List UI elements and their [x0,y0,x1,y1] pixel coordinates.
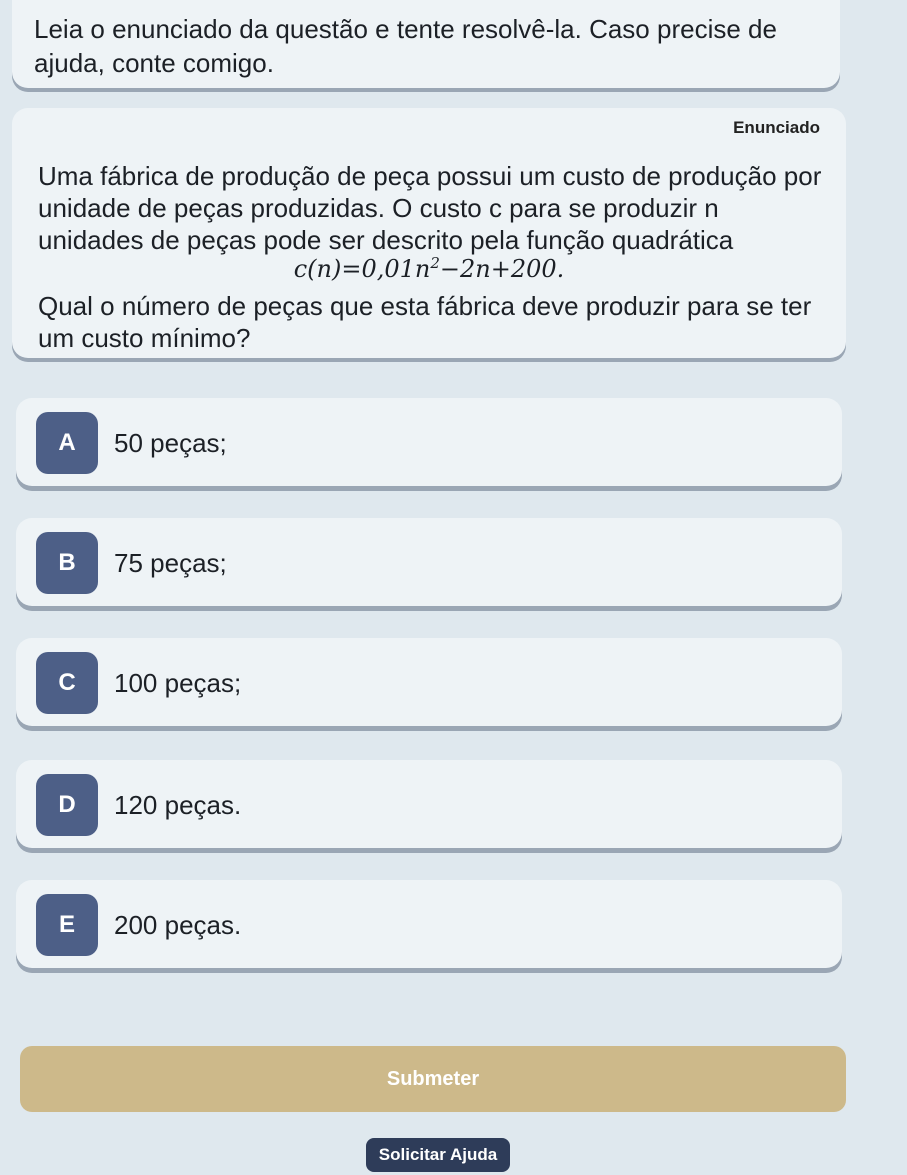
statement-card [12,108,846,358]
option-b[interactable] [16,518,842,606]
option-a[interactable] [16,398,842,486]
option-text: 120 peças. [114,790,242,820]
intro-text: Leia o enunciado da questão e tente resolvê-la. Caso precise de ajuda, conte comigo. [34,14,777,78]
request-help-button[interactable]: Solicitar Ajuda [366,1138,510,1172]
formula-exponent: 2 [430,254,440,272]
option-text: 100 peças; [114,668,242,698]
option-text: 200 peças. [114,910,242,940]
option-letter-badge: E [36,894,98,956]
cost-formula [12,254,846,283]
option-text: 75 peças; [114,548,227,578]
intro-card [12,0,840,88]
statement-label: Enunciado [733,118,820,137]
option-d[interactable] [16,760,842,848]
option-letter-badge: B [36,532,98,594]
option-letter-badge: D [36,774,98,836]
statement-paragraph-1: Uma fábrica de produção de peça possui um custo de produção por unidade de peças produzidas. O custo c para se produzir n unidades de peças pode ser descrito pela função quadrática [38,161,822,255]
option-e[interactable] [16,880,842,968]
submit-button[interactable]: Submeter [20,1046,846,1112]
option-letter-badge: A [36,412,98,474]
formula-right: −2n+200. [439,255,565,283]
statement-paragraph-2: Qual o número de peças que esta fábrica deve produzir para se ter um custo mínimo? [38,291,812,353]
option-text: 50 peças; [114,428,227,458]
formula-left: c(n)=0,01n [293,255,431,283]
option-letter-badge: C [36,652,98,714]
option-c[interactable] [16,638,842,726]
